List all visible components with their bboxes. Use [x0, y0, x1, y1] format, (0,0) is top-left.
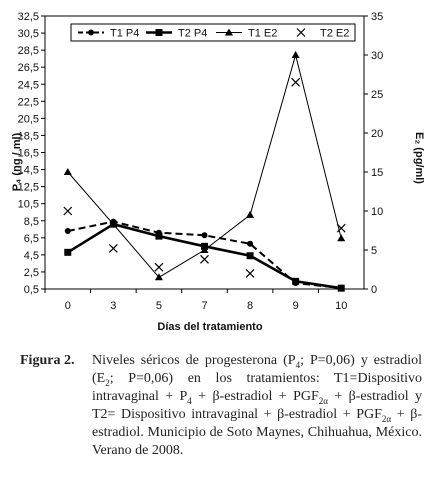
left-axis-tick-label: 30,5 [17, 28, 39, 41]
data-point-t2-e2 [246, 269, 254, 277]
right-axis-tick-label: 5 [371, 245, 378, 257]
data-point-t2-p4 [292, 278, 299, 285]
right-axis-tick-label: 30 [371, 50, 384, 62]
data-point-t2-p4 [338, 285, 345, 292]
caption-fragment: ; P=0,06) en los tratamientos: [109, 371, 320, 386]
data-point-t2-e2 [109, 244, 117, 252]
chart-axes [18, 11, 384, 312]
left-axis-tick-label: 28,5 [17, 45, 39, 58]
left-axis-tick-label: 0,5 [23, 284, 39, 296]
left-axis-tick-label: 16,5 [17, 147, 39, 160]
caption-fragment: + β-estradiol y T2= Dispositivo intravaginal [92, 389, 422, 422]
right-axis-tick-label: 0 [371, 284, 378, 296]
right-axis-tick-label: 35 [371, 11, 384, 23]
caption-fragment: de Soto Maynes, Chihuahua, México. Verano de [92, 425, 422, 458]
caption-fragment: Niveles séricos de progesterona (P [92, 353, 296, 368]
data-point-t2-p4 [155, 233, 162, 240]
caption-fragment: + β-estradiol. Municipio [92, 407, 422, 440]
left-axis-title: P₄ (ng / ml) [11, 132, 23, 192]
left-axis-tick-label: 18,5 [17, 130, 39, 143]
left-axis-tick-label: 26,5 [17, 62, 39, 75]
caption-fragment: + β-estradiol + [191, 389, 287, 404]
left-axis-tick-label: 14,5 [17, 164, 39, 177]
caption-subscript: 2α [318, 395, 328, 406]
data-point-t1-p4 [202, 232, 208, 238]
data-point-t2-p4 [64, 249, 71, 256]
right-axis-tick-label: 10 [371, 206, 384, 218]
caption-subscript: 2 [105, 377, 110, 388]
left-axis-tick-label: 10,5 [17, 198, 39, 211]
series-line-t1-p4 [68, 222, 341, 289]
legend-label-t1-e2: T1 E2 [248, 27, 278, 40]
legend-label-t2-e2: T2 E2 [320, 27, 350, 40]
caption-subscript: 4 [187, 395, 192, 406]
left-axis-tick-label: 12,5 [17, 181, 39, 194]
caption-fragment: PGF [293, 389, 319, 404]
right-axis-tick-label: 15 [371, 167, 384, 179]
data-point-t2-p4 [247, 252, 254, 259]
right-axis-tick-label: 20 [371, 128, 384, 140]
data-point-t2-e2 [64, 207, 72, 215]
left-axis-tick-label: 8,5 [23, 215, 39, 228]
right-axis-tick-label: 25 [371, 89, 384, 101]
data-point-t1-e2 [64, 168, 72, 175]
right-axis-title: E₂ (pg/ml) [413, 132, 425, 184]
data-point-t2-e2 [292, 78, 300, 86]
chart-series [64, 51, 345, 292]
left-axis-tick-label: 32,5 [17, 11, 39, 23]
x-axis-tick-label: 10 [335, 300, 348, 312]
caption-fragment: ; P=0,06) [300, 353, 355, 368]
x-axis-title: Días del tratamiento [157, 321, 263, 333]
data-point-t2-e2 [155, 263, 163, 271]
data-point-t1-p4 [247, 241, 253, 247]
left-axis-tick-label: 2,5 [23, 266, 39, 279]
x-axis-tick-label: 3 [110, 300, 117, 312]
left-axis-tick-label: 24,5 [17, 79, 39, 92]
caption-fragment: 2008. [151, 443, 184, 458]
caption-label: Figura 2. [20, 353, 75, 368]
left-axis-tick-label: 20,5 [17, 113, 39, 126]
data-point-t2-e2 [201, 255, 209, 263]
caption-fragment: y estradiol (E [92, 353, 423, 386]
series-t2-p4 [64, 221, 344, 292]
left-axis-tick-label: 22,5 [17, 96, 39, 109]
left-axis-tick-label: 6,5 [23, 232, 39, 245]
x-axis-tick-label: 0 [64, 300, 71, 312]
legend-label-t2-p4: T2 P4 [178, 27, 208, 40]
x-axis-tick-label: 9 [292, 300, 299, 312]
x-axis-tick-label: 8 [247, 300, 254, 312]
data-point-t1-e2 [337, 234, 345, 241]
legend-marker-t2-p4 [156, 29, 163, 36]
caption-subscript: 2α [381, 413, 392, 424]
legend-marker-t1-p4 [88, 30, 94, 36]
data-point-t1-e2 [246, 211, 254, 218]
x-axis-tick-label: 5 [155, 300, 162, 312]
data-point-t1-e2 [292, 51, 300, 58]
legend-label-t1-p4: T1 P4 [110, 27, 140, 40]
caption-text [92, 352, 422, 460]
caption-subscript: 4 [295, 359, 301, 370]
chart-legend [71, 24, 355, 41]
x-axis-tick-label: 7 [201, 300, 208, 312]
caption-fragment: + β-estradiol + PGF [263, 407, 382, 422]
data-point-t1-p4 [65, 228, 71, 234]
caption-fragment: T1=Dispositivo intravaginal + P [92, 371, 423, 404]
left-axis-tick-label: 4,5 [23, 249, 39, 262]
